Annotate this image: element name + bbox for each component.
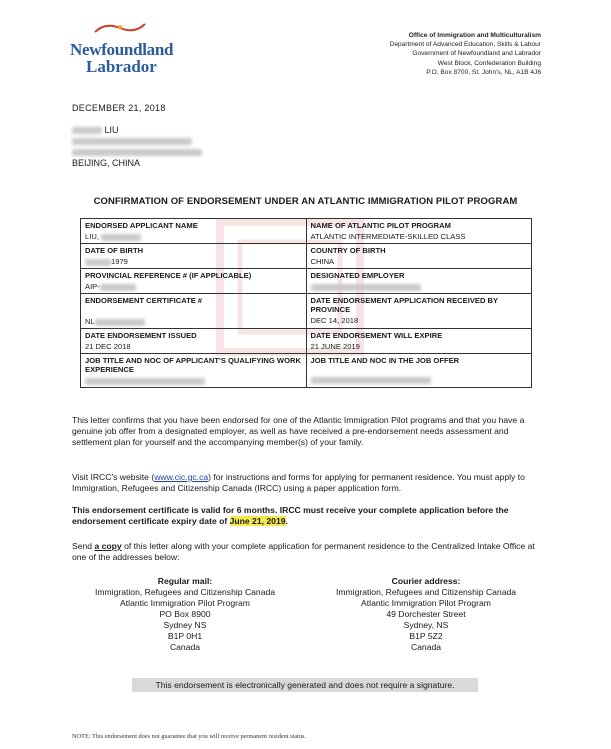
field-label: DATE ENDORSEMENT ISSUED: [85, 331, 197, 340]
cell-provincial-ref: [81, 269, 307, 294]
address-title: Regular mail:: [157, 576, 213, 586]
field-value: AIP-: [85, 282, 100, 291]
paragraph-text: This endorsement certificate is valid for 6 months. IRCC must receive your complete application before the endorsement certificate expiry date of: [72, 505, 509, 526]
redacted-text: [72, 127, 102, 134]
validity-paragraph: [72, 505, 542, 527]
redacted-text: [311, 284, 421, 291]
ircc-website-link[interactable]: www.cic.gc.ca: [154, 472, 209, 482]
copy-emphasis: a copy: [94, 541, 122, 551]
redacted-text: [100, 284, 136, 291]
page-title: CONFIRMATION OF ENDORSEMENT UNDER AN ATLANTIC IMMIGRATION PILOT PROGRAM: [93, 196, 518, 207]
ircc-website-paragraph: [72, 472, 542, 494]
recipient-block: [72, 125, 202, 169]
signature-note: This endorsement is electronically generated and does not require a signature.: [132, 678, 478, 692]
address-title: Courier address:: [391, 576, 461, 586]
field-label: ENDORSED APPLICANT NAME: [85, 221, 198, 230]
cell-expire: [306, 329, 532, 354]
field-label: DATE ENDORSEMENT WILL EXPIRE: [310, 331, 443, 340]
cell-applicant: [81, 219, 307, 244]
field-label: JOB TITLE AND NOC IN THE JOB OFFER: [310, 356, 460, 365]
expiry-date-highlight: June 21, 2019: [229, 516, 286, 526]
logo-mark-icon: [90, 22, 150, 34]
cell-noc-offer: [306, 354, 532, 388]
cell-certificate: [81, 294, 307, 329]
redacted-text: [101, 234, 141, 241]
cell-dob: [81, 244, 307, 269]
recipient-city: BEIJING, CHINA: [72, 158, 141, 168]
redacted-text: [72, 149, 202, 156]
field-value: 1979: [111, 257, 128, 266]
redacted-text: [85, 259, 111, 266]
address-line: Immigration, Refugees and Citizenship Canada: [335, 587, 517, 597]
field-label: DATE OF BIRTH: [85, 246, 144, 255]
address-line: 49 Dorchester Street: [386, 609, 466, 619]
paragraph-text: .: [285, 516, 288, 526]
confirmation-paragraph: This letter confirms that you have been endorsed for one of the Atlantic Immigration Pilot programs and that you have a genuine job offer from a designated employer, as well as have received a pre-endorsement needs assessment and settlement plan for yourself and the accompanying member(s) of your family.: [72, 415, 525, 447]
cell-employer: [306, 269, 532, 294]
field-label: JOB TITLE AND NOC OF APPLICANT'S QUALIFYING WORK EXPERIENCE: [85, 356, 301, 374]
field-label: COUNTRY OF BIRTH: [310, 246, 386, 255]
cell-noc-experience: [81, 354, 307, 388]
address-line: Sydney, NS: [403, 620, 449, 630]
endorsement-details-table: [80, 218, 532, 388]
field-value: 21 JUNE 2019: [310, 342, 360, 351]
recipient-name: LIU: [104, 125, 119, 135]
address-line: Atlantic Immigration Pilot Program: [120, 598, 250, 608]
address-line: B1P 0H1: [167, 631, 203, 641]
send-copy-paragraph: [72, 541, 542, 563]
field-label: NAME OF ATLANTIC PILOT PROGRAM: [310, 221, 451, 230]
address-line: Canada: [169, 642, 201, 652]
cell-received: [306, 294, 532, 329]
field-value: LIU,: [85, 232, 99, 241]
address-line: Sydney NS: [163, 620, 207, 630]
address-line: PO Box 8900: [159, 609, 211, 619]
logo-line2: Labrador: [86, 57, 157, 76]
field-label: DESIGNATED EMPLOYER: [310, 271, 405, 280]
address-line: Canada: [410, 642, 442, 652]
field-value: ATLANTIC INTERMEDIATE-SKILLED CLASS: [310, 232, 466, 241]
office-line: P.O. Box 8700, St. John's, NL, A1B 4J6: [426, 68, 541, 76]
redacted-text: [72, 138, 192, 145]
office-line: Government of Newfoundland and Labrador: [412, 50, 541, 58]
field-label: ENDORSEMENT CERTIFICATE #: [85, 296, 203, 305]
address-line: Immigration, Refugees and Citizenship Canada: [94, 587, 276, 597]
office-line: Office of Immigration and Multiculturalism: [408, 32, 541, 39]
paragraph-text: Visit IRCC's website (: [72, 472, 155, 482]
field-value: NL: [85, 317, 95, 326]
redacted-text: [85, 378, 205, 385]
logo-line1: Newfoundland: [70, 40, 174, 59]
address-line: Atlantic Immigration Pilot Program: [361, 598, 491, 608]
footer-note: NOTE: This endorsement does not guarantee that you will receive permanent resident status.: [72, 733, 307, 740]
office-address: [390, 31, 541, 77]
redacted-text: [95, 319, 145, 326]
paragraph-text: Send: [72, 541, 95, 551]
address-line: B1P 5Z2: [409, 631, 443, 641]
field-value: DEC 14, 2018: [310, 316, 359, 325]
letter-date: DECEMBER 21, 2018: [72, 103, 166, 113]
paragraph-text: ) for instructions and forms for applying for permanent residence. You must apply to Immigration, Refugees and Citizenship Canada (IRCC) using a paper application form.: [72, 472, 525, 493]
field-label: DATE ENDORSEMENT APPLICATION RECEIVED BY PROVINCE: [310, 296, 498, 314]
redacted-text: [311, 377, 431, 384]
office-line: West Block, Confederation Building: [437, 59, 541, 67]
field-value: 21 DEC 2018: [85, 342, 131, 351]
cell-program: [306, 219, 532, 244]
cell-issued: [81, 329, 307, 354]
field-label: PROVINCIAL REFERENCE # (IF APPLICABLE): [85, 271, 252, 280]
cell-country: [306, 244, 532, 269]
courier-address: [316, 576, 536, 653]
office-line: Department of Advanced Education, Skills & Labour: [389, 41, 541, 49]
field-value: CHINA: [310, 257, 335, 266]
regular-mail-address: [75, 576, 295, 653]
paragraph-text: of this letter along with your complete application for permanent residence to the Centralized Intake Office at one of the addresses below:: [72, 541, 535, 562]
